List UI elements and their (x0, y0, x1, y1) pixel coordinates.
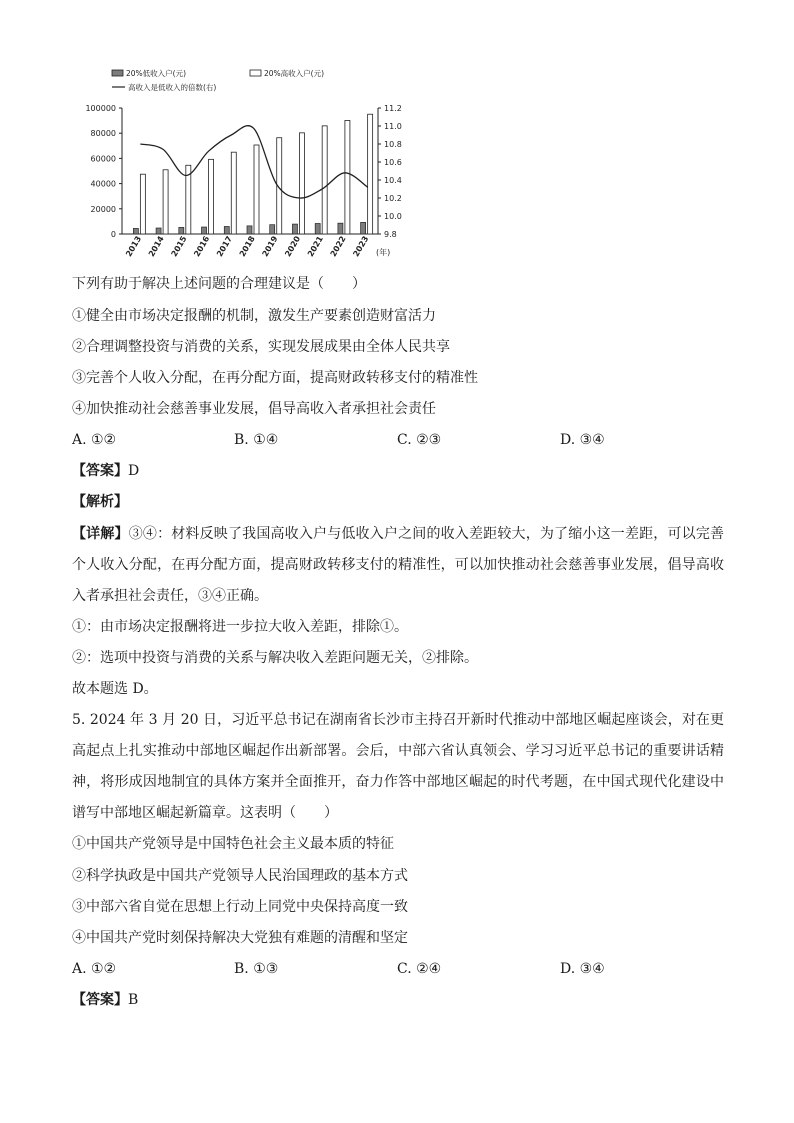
year-label: 2019 (260, 234, 280, 259)
right-tick-label: 10.2 (384, 194, 402, 203)
q4-option-a: A. ①② (72, 432, 117, 448)
q4-statement-2: ②合理调整投资与消费的关系，实现发展成果由全体人民共享 (72, 339, 450, 355)
left-tick-label: 100000 (85, 104, 116, 113)
q5-stem (72, 705, 724, 829)
legend-label-high: 20%高收入户(元) (264, 69, 325, 78)
q4-option-c: C. ②③ (397, 432, 442, 448)
bar-low-income (224, 226, 229, 234)
bar-high-income (254, 145, 259, 234)
legend-label-low: 20%低收入户(元) (126, 69, 187, 78)
bar-low-income (202, 227, 207, 234)
year-label: 2015 (169, 234, 189, 259)
bar-high-income (140, 174, 145, 234)
q4-analysis-label-text: 【解析】 (72, 494, 128, 510)
q4-statement-3: ③完善个人收入分配，在再分配方面，提高财政转移支付的精准性 (72, 370, 478, 386)
q5-answer-value: B (128, 992, 139, 1008)
bar-low-income (338, 223, 343, 234)
year-label: 2014 (146, 234, 166, 259)
bar-high-income (345, 120, 350, 234)
q4-answer-value: D (128, 463, 140, 479)
bar-low-income (247, 226, 252, 234)
bar-low-income (179, 227, 184, 234)
q4-stem: 下列有助于解决上述问题的合理建议是（ ） (72, 276, 366, 292)
q4-detail-body: ③④：材料反映了我国高收入户与低收入户之间的收入差距较大，为了缩小这一差距，可以完善个人收入分配，在再分配方面，提高财政转移支付的精准性，可以加快推动社会慈善事业发展，倡导高收入者承担社会责任，③④正确。 (72, 526, 725, 604)
bar-high-income (163, 170, 168, 234)
q4-option-d: D. ③④ (560, 432, 605, 448)
q5-stem-text: 5. 2024 年 3 月 20 日，习近平总书记在湖南省长沙市主持召开新时代推动中部地区崛起座谈会，对在更高起点上扎实推动中部地区崛起作出新部署。会后，中部六省认真领会、学习习近平总书记的重要讲话精神，将形成因地制宜的具体方案并全面推开，奋力作答中部地区崛起的时代考题，在中国式现代化建设中谱写中部地区崛起新篇章。这表明（ ） (72, 712, 724, 821)
q5-statement-2: ②科学执政是中国共产党领导人民治国理政的基本方式 (72, 868, 408, 884)
q5-statement-4: ④中国共产党时刻保持解决大党独有难题的清醒和坚定 (72, 930, 408, 946)
year-labels (124, 234, 370, 258)
bar-low-income (270, 225, 275, 234)
q4-exclusion-1: ①：由市场决定报酬将进一步拉大收入差距，排除①。 (72, 619, 408, 635)
right-tick-label: 10.0 (384, 212, 402, 221)
year-label: 2016 (192, 234, 212, 259)
q4-statement-1: ①健全由市场决定报酬的机制，激发生产要素创造财富活力 (72, 308, 436, 324)
left-tick-label: 80000 (90, 129, 116, 139)
legend-label-ratio: 高收入是低收入的倍数(右) (128, 83, 217, 92)
q4-answer (72, 461, 732, 481)
year-label: 2022 (328, 234, 348, 259)
bar-high-income (209, 159, 214, 234)
q5-statement-3: ③中部六省自觉在思想上行动上同党中央保持高度一致 (72, 899, 408, 915)
bar-high-income (299, 133, 304, 234)
q4-detail-label: 【详解】 (72, 526, 129, 542)
right-tick-label: 11.0 (384, 122, 402, 131)
bar-low-income (361, 222, 366, 234)
q4-detail (72, 519, 724, 612)
bar-low-income (156, 228, 161, 234)
right-tick-label: 10.8 (384, 140, 402, 149)
left-tick-label: 0 (110, 230, 116, 239)
right-tick-label: 11.2 (384, 104, 402, 113)
year-label: 2018 (237, 234, 257, 259)
year-label: 2017 (215, 234, 235, 259)
q5-answer (72, 990, 732, 1010)
year-label: 2021 (305, 234, 325, 259)
q4-answer-label: 【答案】 (72, 463, 128, 479)
x-axis-unit: (年) (376, 248, 391, 257)
legend-swatch-low (112, 70, 123, 76)
right-tick-label: 10.6 (384, 158, 402, 167)
bars (133, 114, 372, 234)
q4-option-b: B. ①④ (234, 432, 279, 448)
left-tick-label: 60000 (90, 154, 116, 164)
q5-option-b: B. ①③ (234, 961, 279, 977)
legend-swatch-high (250, 70, 261, 76)
bar-low-income (292, 224, 297, 234)
bar-high-income (368, 114, 373, 234)
year-label: 2013 (124, 234, 144, 259)
left-tick-label: 20000 (90, 204, 116, 214)
q4-exclusion-2: ②：选项中投资与消费的关系与解决收入差距问题无关，②排除。 (72, 650, 478, 666)
q4-statement-4: ④加快推动社会慈善事业发展，倡导高收入者承担社会责任 (72, 401, 436, 417)
right-tick-label: 10.4 (384, 176, 402, 185)
q5-statement-1: ①中国共产党领导是中国特色社会主义最本质的特征 (72, 836, 394, 852)
bar-low-income (133, 228, 138, 234)
q5-option-c: C. ②④ (397, 961, 442, 977)
income-chart-svg (70, 62, 430, 267)
bar-high-income (231, 152, 236, 234)
left-tick-label: 40000 (90, 179, 116, 189)
right-tick-labels (378, 104, 402, 239)
right-tick-label: 9.8 (384, 230, 397, 239)
q5-answer-label: 【答案】 (72, 992, 128, 1008)
q4-analysis-label (72, 492, 732, 512)
year-label: 2020 (283, 234, 303, 259)
left-tick-labels (85, 104, 122, 239)
bar-high-income (322, 126, 327, 234)
q5-option-a: A. ①② (72, 961, 117, 977)
bar-low-income (315, 224, 320, 234)
income-chart (70, 62, 430, 267)
year-label: 2023 (351, 234, 371, 259)
q4-conclusion: 故本题选 D。 (72, 681, 158, 697)
q5-option-d: D. ③④ (560, 961, 605, 977)
